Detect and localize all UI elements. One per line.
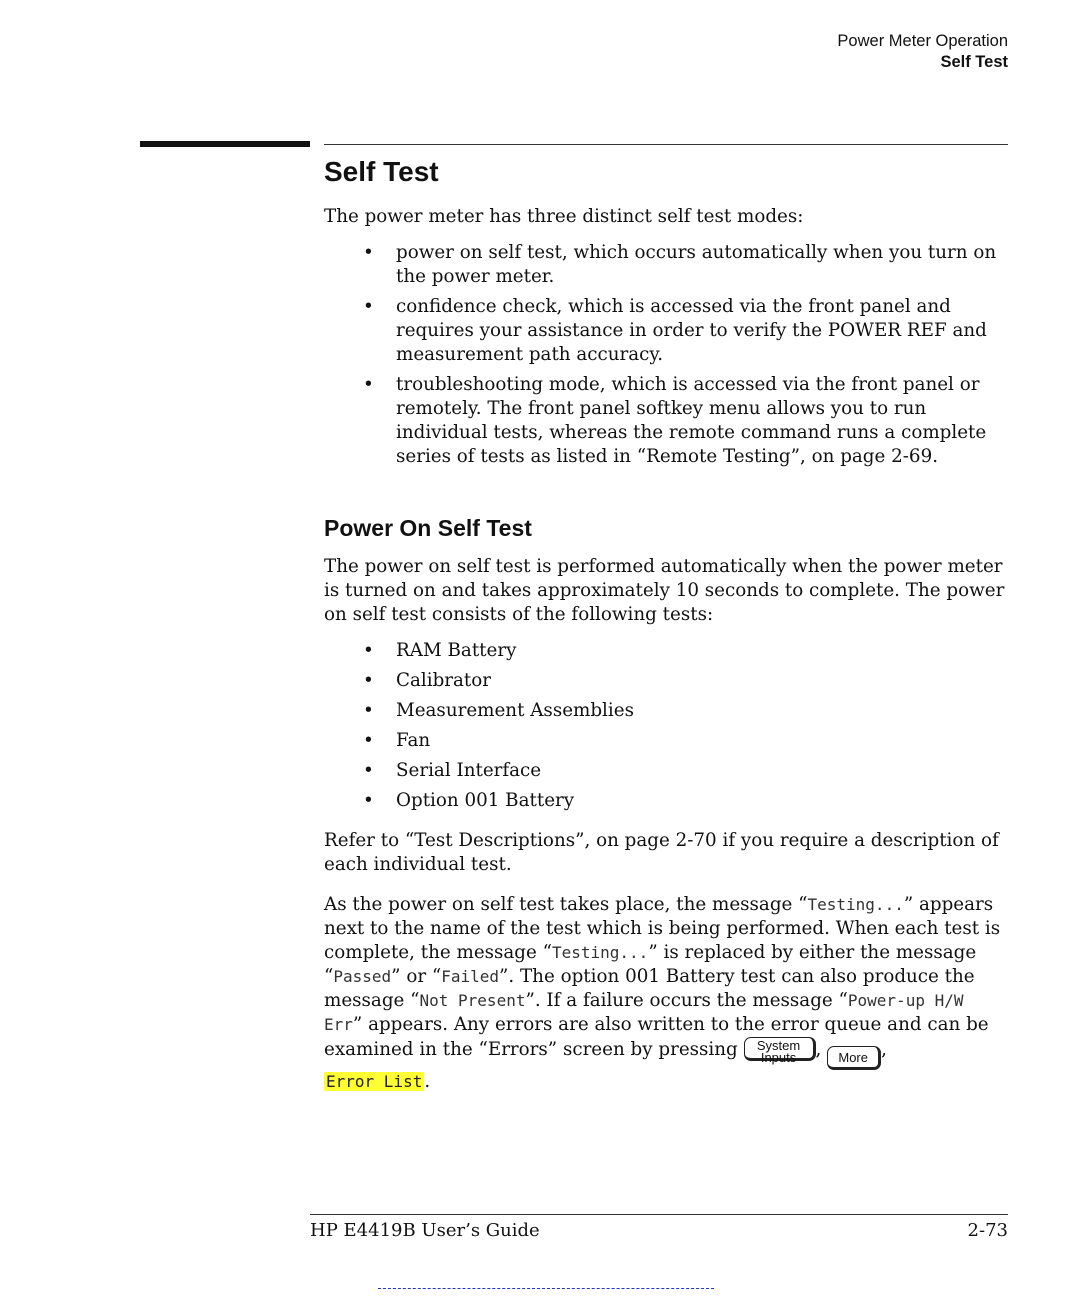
- text: ” appears. Any errors are also written to the error queue and can be examined in the “Errors” screen by pressing: [324, 1014, 989, 1060]
- list-item: • Option 001 Battery: [324, 789, 1008, 813]
- list-item: • Calibrator: [324, 669, 1008, 693]
- test-list: [324, 639, 1008, 813]
- error-list-softkey: Error List: [326, 1072, 423, 1091]
- more-key: [827, 1046, 881, 1070]
- key-label: More: [838, 1050, 868, 1065]
- message-text: Power-up H/W Err: [324, 991, 964, 1034]
- text: ” is replaced by either the message “: [324, 942, 977, 987]
- text: ”. The option 001 Battery test can also produce the message “: [324, 966, 975, 1011]
- list-item: • Serial Interface: [324, 759, 1008, 783]
- intro-paragraph: The power meter has three distinct self test modes:: [324, 206, 804, 227]
- link-underline: [378, 1288, 714, 1289]
- chapter-title: Power Meter Operation: [837, 32, 1008, 50]
- key-label-line2: Inputs: [760, 1050, 797, 1065]
- footer-guide-title: HP E4419B User’s Guide: [310, 1220, 540, 1241]
- list-item: • Measurement Assemblies: [324, 699, 1008, 723]
- message-text: Failed: [441, 967, 500, 986]
- message-paragraph: [324, 893, 1008, 1094]
- list-item: • confidence check, which is accessed via the front panel and requires your assistance in order to verify the POWER REF and measurement path accuracy.: [324, 295, 1008, 367]
- text: ” appears next to the name of the test which is being performed. When each test is complete, the message “: [324, 894, 1001, 963]
- text: ” or “: [391, 966, 442, 987]
- reference-paragraph: Refer to “Test Descriptions”, on page 2-70 if you require a description of each individual test.: [324, 830, 999, 875]
- page-number: 2-73: [967, 1220, 1008, 1241]
- section-rule-thin: [324, 144, 1008, 145]
- mode-list: [324, 241, 1008, 469]
- message-text: Passed: [333, 967, 392, 986]
- section-title: Self Test: [940, 53, 1008, 71]
- separator: ,: [881, 1039, 887, 1060]
- subsection-title: Power On Self Test: [324, 515, 532, 541]
- system-inputs-key: [744, 1037, 816, 1065]
- main-content: [324, 150, 1008, 1094]
- list-item: • Fan: [324, 729, 1008, 753]
- key-label-line1: System: [756, 1038, 801, 1053]
- list-item: • RAM Battery: [324, 639, 1008, 663]
- section-rule-thick: [140, 141, 310, 147]
- text: .: [424, 1071, 431, 1092]
- running-header: [837, 31, 1008, 73]
- list-item: • power on self test, which occurs automatically when you turn on the power meter.: [324, 241, 1008, 289]
- text: As the power on self test takes place, the message “: [324, 894, 808, 915]
- message-text: Testing...: [807, 895, 904, 914]
- message-text: Not Present: [419, 991, 526, 1010]
- separator: ,: [815, 1039, 828, 1060]
- page-title: Self Test: [324, 156, 439, 187]
- list-item: • troubleshooting mode, which is accessed via the front panel or remotely. The front panel softkey menu allows you to run individual tests, whereas the remote command runs a complete series of tests as listed in “Remote Testing”, on page 2-69.: [324, 373, 1008, 469]
- footer-rule: [310, 1214, 1008, 1215]
- text: ”. If a failure occurs the message “: [525, 990, 848, 1011]
- power-on-paragraph: The power on self test is performed automatically when the power meter is turned on and takes approximately 10 seconds to complete. The power on self test consists of the following tests:: [324, 556, 1005, 625]
- message-text: Testing...: [551, 943, 649, 962]
